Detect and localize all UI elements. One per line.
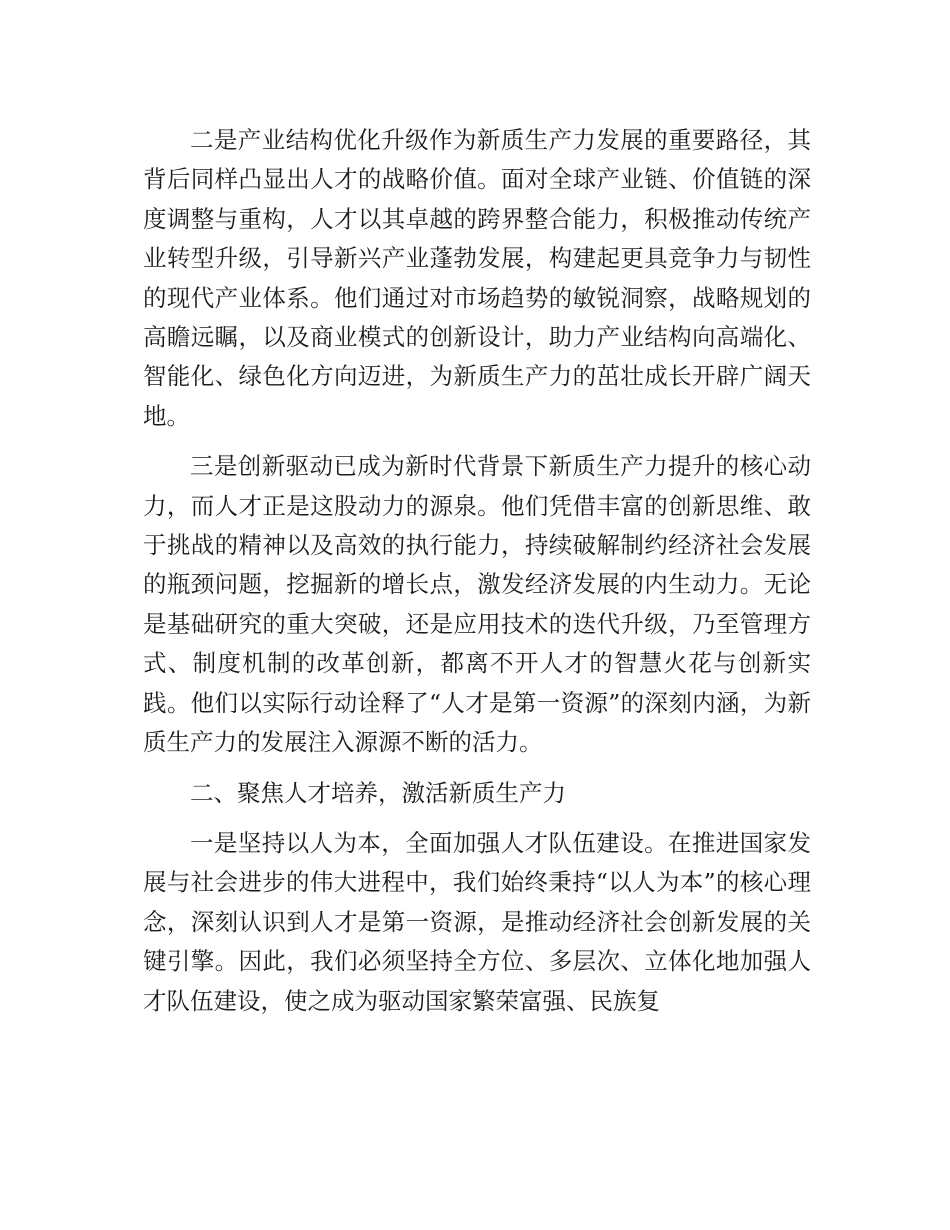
paragraph-industrial-structure: 二是产业结构优化升级作为新质生产力发展的重要路径，其背后同样凸显出人才的战略价值。面对全球产业链、价值链的深度调整与重构，人才以其卓越的跨界整合能力，积极推动传统产业转型升级，引导新兴产业蓬勃发展，构建起更具竞争力与韧性的现代产业体系。他们通过对市场趋势的敏锐洞察，战略规划的高瞻远瞩，以及商业模式的创新设计，助力产业结构向高端化、智能化、绿色化方向迈进，为新质生产力的茁壮成长开辟广阔天地。 <box>143 126 811 430</box>
paragraph-people-oriented: 一是坚持以人为本，全面加强人才队伍建设。在推进国家发展与社会进步的伟大进程中，我们始终秉持“以人为本”的核心理念，深刻认识到人才是第一资源，是推动经济社会创新发展的关键引擎。因此，我们必须坚持全方位、多层次、立体化地加强人才队伍建设，使之成为驱动国家繁荣富强、民族复 <box>143 828 811 1015</box>
section-heading-talent-cultivation: 二、聚焦人才培养，激活新质生产力 <box>190 778 566 807</box>
paragraph-innovation-driven: 三是创新驱动已成为新时代背景下新质生产力提升的核心动力，而人才正是这股动力的源泉。他们凭借丰富的创新思维、敢于挑战的精神以及高效的执行能力，持续破解制约经济社会发展的瓶颈问题，挖掘新的增长点，激发经济发展的内生动力。无论是基础研究的重大突破，还是应用技术的迭代升级，乃至管理方式、制度机制的改革创新，都离不开人才的智慧火花与创新实践。他们以实际行动诠释了“人才是第一资源”的深刻内涵，为新质生产力的发展注入源源不断的活力。 <box>143 452 811 757</box>
document-body <box>143 121 811 1032</box>
